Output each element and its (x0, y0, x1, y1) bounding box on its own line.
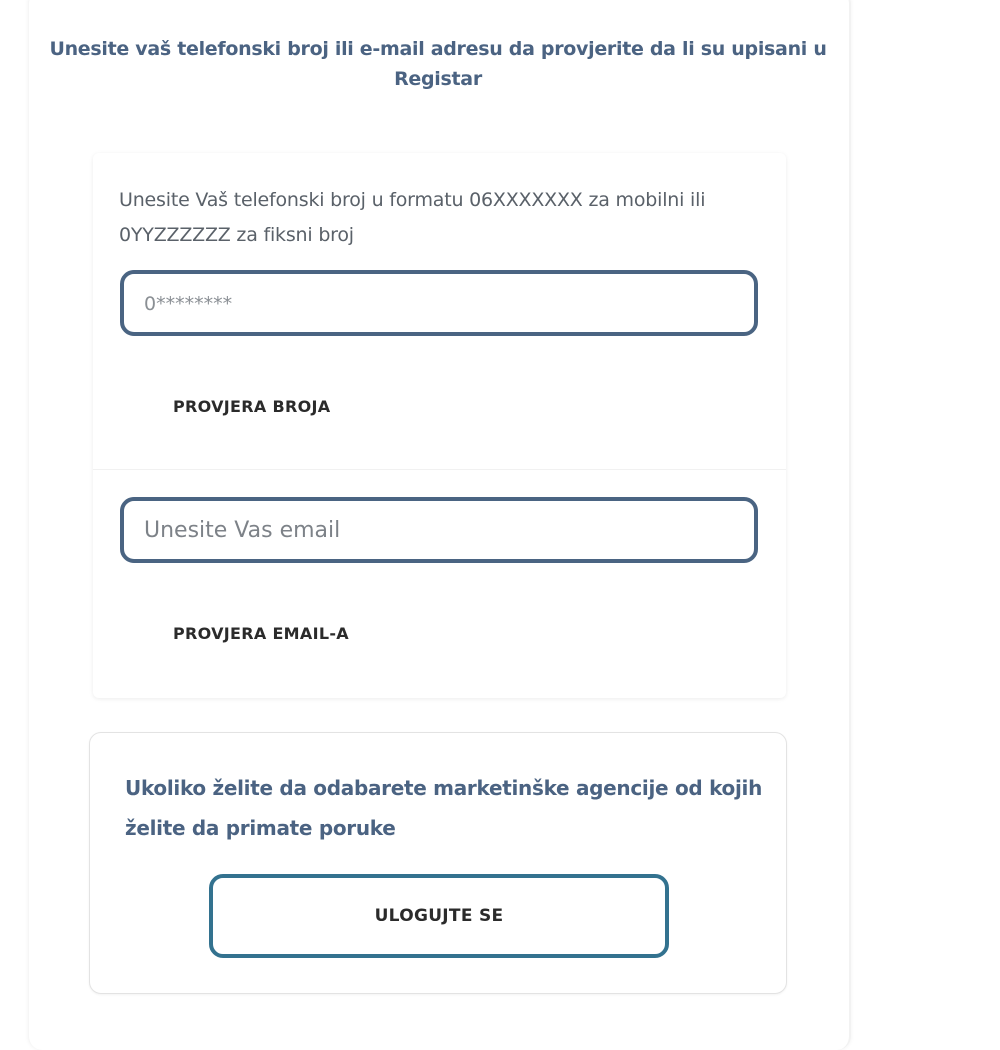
check-email-button[interactable]: PROVJERA EMAIL-A (173, 624, 349, 643)
marketing-description: Ukoliko želite da odabarete marketinške agencije od kojih želite da primate poruke (125, 776, 763, 840)
email-input[interactable] (120, 497, 758, 563)
marketing-agencies-card (89, 732, 787, 994)
check-number-button[interactable]: PROVJERA BROJA (173, 397, 331, 416)
phone-format-help: Unesite Vaš telefonski broj u formatu 06XXXXXXX za mobilni ili 0YYZZZZZZ za fiksni broj (119, 189, 706, 246)
phone-number-input[interactable] (120, 270, 758, 336)
registry-check-card (93, 153, 786, 698)
login-button[interactable]: ULOGUJTE SE (209, 874, 669, 958)
section-divider (93, 469, 786, 470)
page-title: Unesite vaš telefonski broj ili e-mail adresu da provjerite da li su upisani u Registar (49, 38, 827, 90)
